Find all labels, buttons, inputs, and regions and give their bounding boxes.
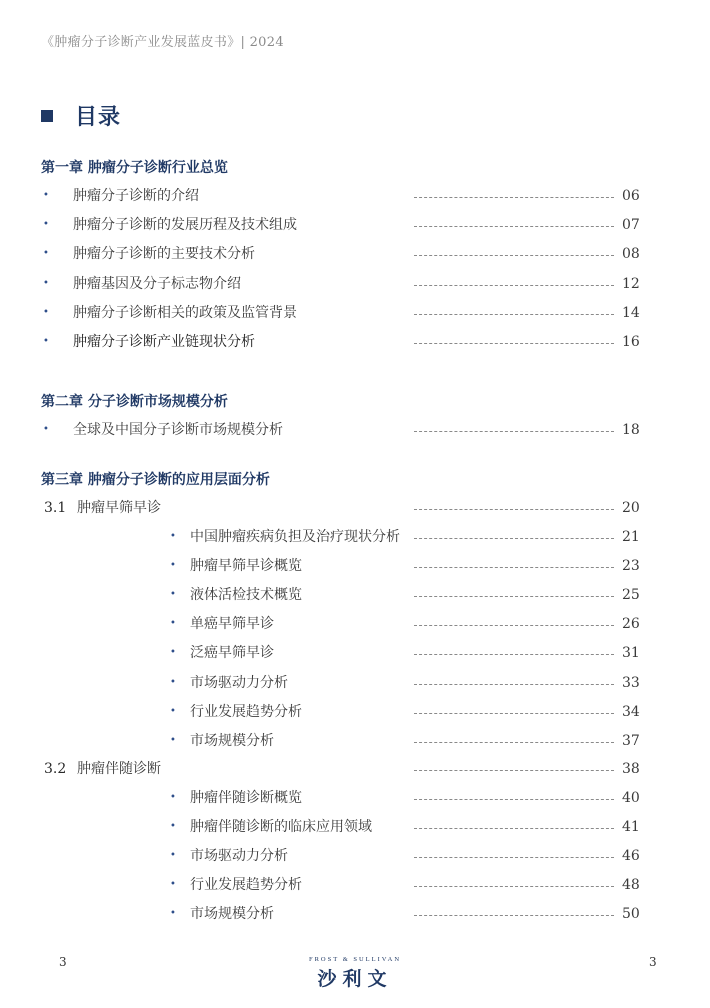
bullet-icon: • — [43, 190, 49, 201]
entry-page: 14 — [622, 305, 640, 321]
entry-label: 肿瘤分子诊断的介绍 — [73, 188, 199, 204]
entry-page: 23 — [622, 558, 640, 574]
entry-label: 市场规模分析 — [190, 906, 274, 922]
bullet-icon: • — [43, 248, 49, 259]
chapter-3-title: 第三章 肿瘤分子诊断的应用层面分析 — [41, 472, 270, 488]
section-label: 肿瘤早筛早诊 — [77, 500, 161, 516]
section-number: 3.2 — [44, 761, 67, 777]
toc-entry[interactable] — [0, 702, 710, 722]
dot-leader — [414, 500, 614, 510]
entry-page: 08 — [622, 246, 640, 262]
toc-entry[interactable] — [0, 274, 710, 294]
entry-page: 41 — [622, 819, 640, 835]
entry-page: 34 — [622, 704, 640, 720]
entry-page: 18 — [622, 422, 640, 438]
bullet-icon: • — [170, 908, 176, 919]
dot-leader — [414, 334, 614, 344]
heading-square-icon — [41, 110, 53, 122]
entry-page: 31 — [622, 645, 640, 661]
entry-label: 肿瘤伴随诊断概览 — [190, 790, 302, 806]
entry-label: 液体活检技术概览 — [190, 587, 302, 603]
dot-leader — [414, 529, 614, 539]
section-entry[interactable] — [0, 759, 710, 779]
bullet-icon: • — [170, 647, 176, 658]
bullet-icon: • — [43, 336, 49, 347]
toc-entry[interactable] — [0, 215, 710, 235]
entry-page: 33 — [622, 675, 640, 691]
section-label: 肿瘤伴随诊断 — [77, 761, 161, 777]
dot-leader — [414, 704, 614, 714]
entry-label: 肿瘤分子诊断的发展历程及技术组成 — [73, 217, 297, 233]
entry-page: 25 — [622, 587, 640, 603]
toc-entry[interactable] — [0, 420, 710, 440]
toc-entry[interactable] — [0, 846, 710, 866]
entry-label: 市场驱动力分析 — [190, 675, 288, 691]
entry-label: 肿瘤伴随诊断的临床应用领域 — [190, 819, 372, 835]
dot-leader — [414, 276, 614, 286]
toc-entry[interactable] — [0, 788, 710, 808]
entry-page: 07 — [622, 217, 640, 233]
dot-leader — [414, 305, 614, 315]
toc-entry[interactable] — [0, 303, 710, 323]
frost-sullivan-logo — [293, 956, 417, 991]
entry-label: 肿瘤分子诊断的主要技术分析 — [73, 246, 255, 262]
toc-entry[interactable] — [0, 673, 710, 693]
toc-entry[interactable] — [0, 585, 710, 605]
toc-entry[interactable] — [0, 817, 710, 837]
bullet-icon: • — [43, 219, 49, 230]
entry-page: 40 — [622, 790, 640, 806]
dot-leader — [414, 587, 614, 597]
dot-leader — [414, 877, 614, 887]
toc-entry[interactable] — [0, 875, 710, 895]
toc-entry[interactable] — [0, 186, 710, 206]
dot-leader — [414, 675, 614, 685]
entry-page: 50 — [622, 906, 640, 922]
document-header: 《肿瘤分子诊断产业发展蓝皮书》| 2024 — [41, 35, 284, 50]
entry-label: 肿瘤早筛早诊概览 — [190, 558, 302, 574]
entry-label: 中国肿瘤疾病负担及治疗现状分析 — [190, 529, 400, 545]
dot-leader — [414, 616, 614, 626]
entry-page: 16 — [622, 334, 640, 350]
dot-leader — [414, 790, 614, 800]
dot-leader — [414, 558, 614, 568]
entry-page: 06 — [622, 188, 640, 204]
bullet-icon: • — [170, 735, 176, 746]
bullet-icon: • — [170, 618, 176, 629]
entry-page: 26 — [622, 616, 640, 632]
dot-leader — [414, 761, 614, 771]
entry-page: 12 — [622, 276, 640, 292]
logo-english: FROST & SULLIVAN — [308, 956, 402, 963]
chapter-2-title: 第二章 分子诊断市场规模分析 — [41, 394, 228, 410]
toc-entry[interactable] — [0, 643, 710, 663]
bullet-icon: • — [170, 850, 176, 861]
bullet-icon: • — [170, 792, 176, 803]
dot-leader — [414, 733, 614, 743]
toc-entry[interactable] — [0, 731, 710, 751]
logo-chinese: 沙利文 — [317, 968, 393, 990]
bullet-icon: • — [170, 560, 176, 571]
section-entry[interactable] — [0, 498, 710, 518]
chapter-1-title: 第一章 肿瘤分子诊断行业总览 — [41, 160, 228, 176]
entry-page: 38 — [622, 761, 640, 777]
entry-label: 全球及中国分子诊断市场规模分析 — [73, 422, 283, 438]
section-number: 3.1 — [44, 500, 67, 516]
bullet-icon: • — [43, 278, 49, 289]
entry-label: 市场驱动力分析 — [190, 848, 288, 864]
dot-leader — [414, 217, 614, 227]
entry-label: 市场规模分析 — [190, 733, 274, 749]
bullet-icon: • — [170, 821, 176, 832]
toc-entry[interactable] — [0, 527, 710, 547]
entry-page: 48 — [622, 877, 640, 893]
entry-label: 单癌早筛早诊 — [190, 616, 274, 632]
bullet-icon: • — [170, 589, 176, 600]
entry-label: 肿瘤分子诊断产业链现状分析 — [73, 334, 255, 350]
entry-page: 20 — [622, 500, 640, 516]
entry-label: 行业发展趋势分析 — [190, 877, 302, 893]
bullet-icon: • — [170, 677, 176, 688]
dot-leader — [414, 422, 614, 432]
bullet-icon: • — [43, 424, 49, 435]
entry-page: 46 — [622, 848, 640, 864]
toc-heading — [41, 100, 121, 131]
dot-leader — [414, 645, 614, 655]
bullet-icon: • — [170, 706, 176, 717]
dot-leader — [414, 819, 614, 829]
bullet-icon: • — [43, 307, 49, 318]
dot-leader — [414, 906, 614, 916]
toc-entry[interactable] — [0, 244, 710, 264]
toc-entry[interactable] — [0, 556, 710, 576]
page-number-right: 3 — [649, 955, 657, 969]
entry-label: 肿瘤分子诊断相关的政策及监管背景 — [73, 305, 297, 321]
toc-entry[interactable] — [0, 332, 710, 352]
toc-entry[interactable] — [0, 614, 710, 634]
dot-leader — [414, 246, 614, 256]
toc-entry[interactable] — [0, 904, 710, 924]
entry-label: 肿瘤基因及分子标志物介绍 — [73, 276, 241, 292]
entry-label: 泛癌早筛早诊 — [190, 645, 274, 661]
entry-label: 行业发展趋势分析 — [190, 704, 302, 720]
dot-leader — [414, 848, 614, 858]
page-number-left: 3 — [59, 955, 67, 969]
bullet-icon: • — [170, 531, 176, 542]
entry-page: 37 — [622, 733, 640, 749]
toc-title: 目录 — [75, 104, 122, 130]
dot-leader — [414, 188, 614, 198]
entry-page: 21 — [622, 529, 640, 545]
bullet-icon: • — [170, 879, 176, 890]
